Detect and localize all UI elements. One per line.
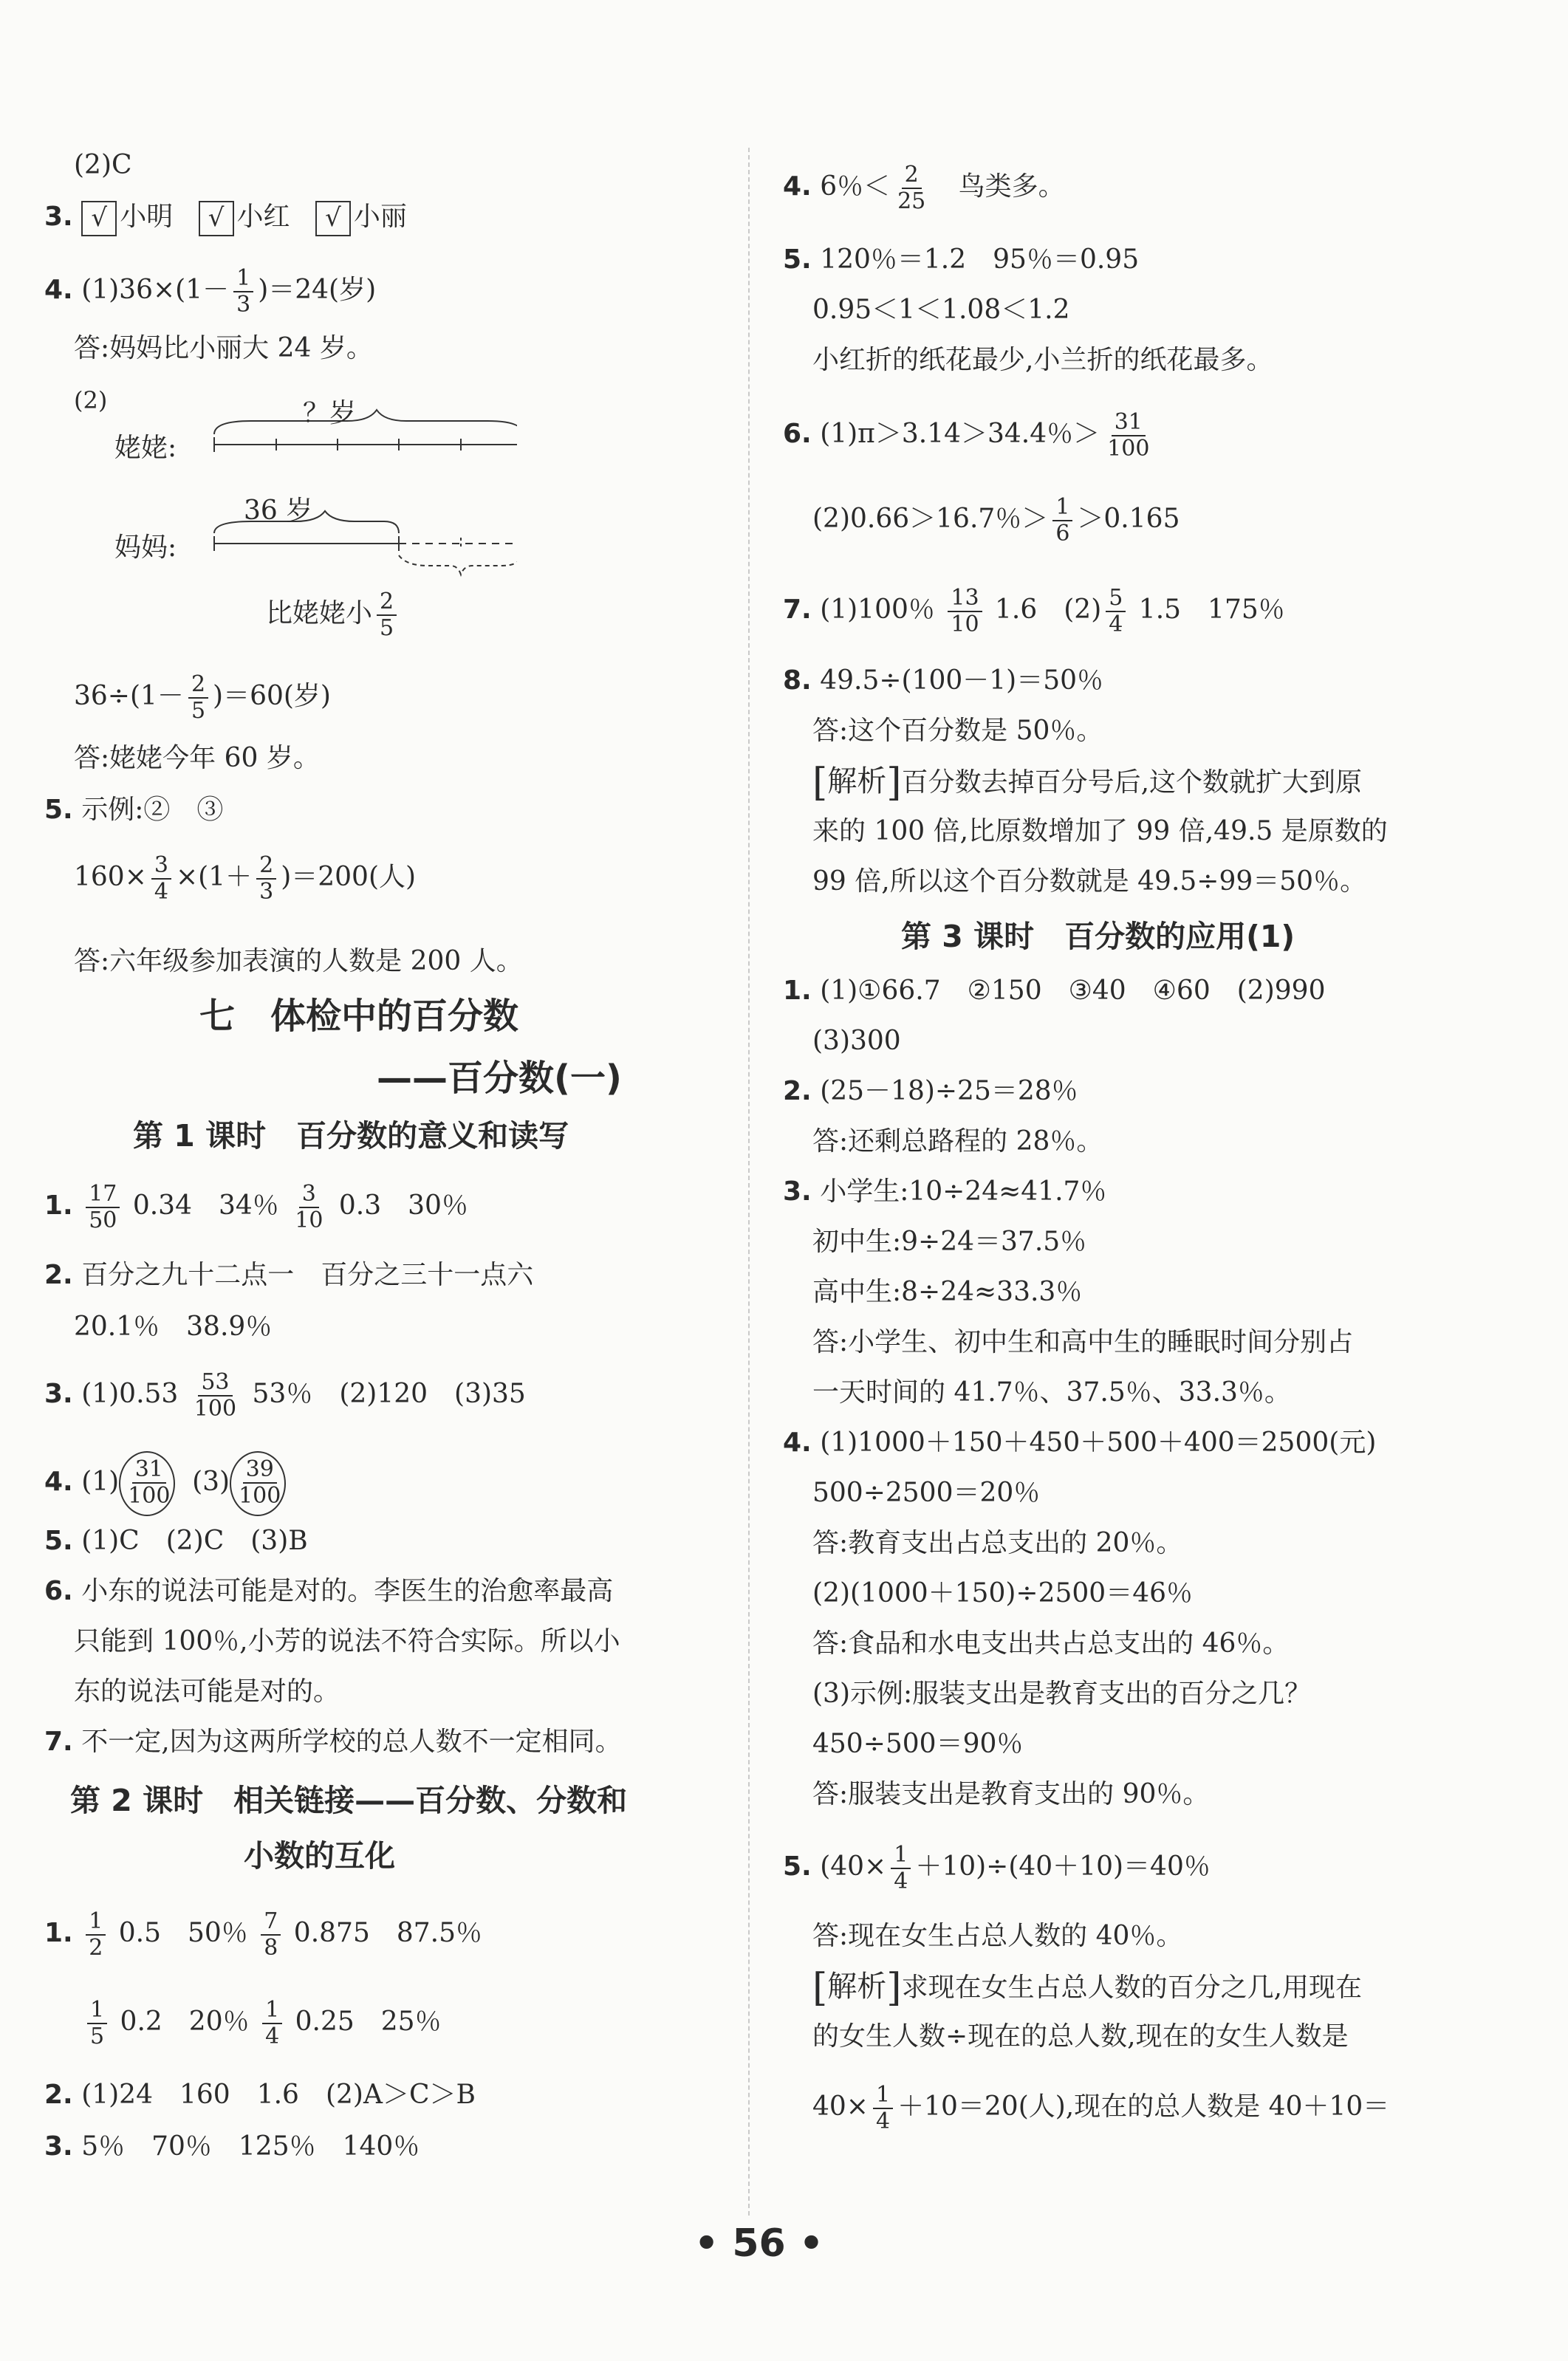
- expression: ＋10＝20(人),现在的总人数是 40＋10＝: [897, 2091, 1390, 2122]
- expression: ＞0.165: [1077, 504, 1180, 534]
- analysis-line: 的女生人数÷现在的总人数,现在的女生人数是: [812, 2021, 1349, 2052]
- numerator: 7: [261, 1909, 281, 1936]
- answer-values: 0.2 20％: [120, 2007, 250, 2037]
- question-number: 6.: [783, 419, 812, 449]
- question-4: [783, 162, 1065, 214]
- fraction: [873, 2083, 893, 2134]
- brace-bottom: [399, 555, 517, 575]
- lesson1-question-3: [44, 1370, 526, 1422]
- lesson-title-continued: 小数的互化: [244, 1838, 395, 1874]
- fraction: [87, 1998, 107, 2049]
- question-4: [44, 266, 376, 318]
- check-box: √: [315, 201, 351, 236]
- denominator: 4: [894, 1868, 908, 1894]
- page-number-value: 56: [732, 2221, 786, 2266]
- analysis-line: 99 倍,所以这个百分数就是 49.5÷99＝50％。: [812, 866, 1367, 897]
- denominator: 4: [1109, 611, 1123, 637]
- lesson2-question-3: [44, 2131, 420, 2163]
- analysis: [812, 1966, 1363, 2010]
- question-6: [783, 410, 1157, 462]
- denominator: 4: [875, 2108, 891, 2134]
- question-number: 4.: [783, 171, 812, 202]
- answer-values: 1.5 175％: [1138, 594, 1285, 625]
- question-number: 5.: [783, 244, 812, 275]
- fraction: [292, 1182, 326, 1233]
- fraction: [1106, 586, 1126, 637]
- answer-line: (3)示例:服装支出是教育支出的百分之几？: [812, 1679, 1312, 1709]
- question-number: 5.: [44, 795, 73, 825]
- answer-line: 450÷500＝90％: [812, 1729, 1024, 1759]
- question-number: 6.: [44, 1576, 73, 1606]
- question-number: 5.: [44, 1526, 73, 1556]
- question-text: 示例:② ③: [81, 795, 224, 825]
- numerator: 3: [299, 1182, 319, 1208]
- question-number: 3.: [783, 1176, 812, 1207]
- calculation: [74, 853, 416, 905]
- question-text: (1)C (2)C (3)B: [81, 1526, 308, 1556]
- page-number: • 56 •: [694, 2221, 824, 2266]
- analysis-text: 百分数去掉百分号后,这个数就扩大到原: [901, 767, 1363, 798]
- question-number: 2.: [783, 1076, 812, 1106]
- answer-line: 答:教育支出占总支出的 20％。: [812, 1528, 1183, 1558]
- analysis-label: 解析: [827, 1970, 887, 2004]
- expression: ×(1＋: [175, 862, 253, 892]
- answer-line: 小红折的纸花最少,小兰折的纸花最多。: [812, 345, 1273, 375]
- answer-line: 东的说法可能是对的。: [74, 1676, 340, 1707]
- unit-title: 七 体检中的百分数: [199, 996, 519, 1037]
- bracket-right: ]: [886, 1966, 902, 2010]
- fraction: [233, 266, 253, 318]
- lesson3-question-1: [783, 975, 1325, 1007]
- expression: (1)π＞3.14＞34.4％＞: [820, 419, 1100, 449]
- question-number: 3.: [44, 202, 73, 232]
- fraction: [894, 162, 928, 214]
- question-text: 5％ 70％ 125％ 140％: [81, 2131, 420, 2162]
- check-box: √: [199, 201, 234, 236]
- age-36-label: 36 岁: [244, 496, 313, 526]
- denominator: 8: [264, 1935, 278, 1961]
- numerator: 31: [1112, 410, 1146, 436]
- fraction: [948, 586, 982, 637]
- denominator: 6: [1055, 521, 1070, 546]
- numerator: 2: [902, 162, 922, 189]
- numerator: 17: [86, 1182, 120, 1208]
- lesson-title: 第 1 课时 百分数的意义和读写: [133, 1118, 569, 1154]
- numerator: 39: [243, 1457, 277, 1484]
- compare-text: 比姥姥小: [266, 598, 373, 628]
- answer-line: 答:姥姥今年 60 岁。: [74, 743, 320, 773]
- fraction: [151, 853, 171, 905]
- question-text: 小学生:10÷24≈41.7％: [820, 1176, 1107, 1207]
- question-text: 49.5÷(100－1)＝50％: [820, 665, 1104, 696]
- question-text: (1)①66.7 ②150 ③40 ④60 (2)990: [820, 976, 1326, 1006]
- denominator: 3: [259, 879, 274, 905]
- expression: 40×: [812, 2091, 869, 2122]
- denominator: 100: [1107, 436, 1150, 462]
- fraction: [236, 1457, 284, 1509]
- question-number: 4.: [44, 1467, 73, 1497]
- check-box: √: [81, 201, 117, 236]
- lesson1-question-7: [44, 1726, 622, 1758]
- numerator: 1: [86, 1909, 106, 1936]
- question-number: 1.: [44, 1190, 73, 1221]
- lesson-title: 第 3 课时 百分数的应用(1): [901, 919, 1295, 954]
- answer-line: 初中生:9÷24＝37.5％: [812, 1227, 1087, 1257]
- analysis-line: 来的 100 倍,比原数增加了 99 倍,49.5 是原数的: [812, 816, 1388, 846]
- expression: (40×: [820, 1851, 887, 1882]
- sub-question: (2): [74, 386, 108, 414]
- denominator: 4: [265, 2024, 280, 2049]
- answer-values: (1)0.53: [81, 1379, 179, 1409]
- lesson1-question-5: [44, 1525, 308, 1558]
- question-number: 4.: [783, 1428, 812, 1458]
- answer-line: (3)300: [812, 1026, 901, 1056]
- fraction: [891, 1843, 911, 1894]
- denominator: 25: [897, 188, 926, 214]
- answer-line: 0.95＜1＜1.08＜1.2: [812, 295, 1070, 325]
- compare-label: [266, 589, 401, 641]
- denominator: 100: [194, 1396, 237, 1422]
- fraction: [261, 1909, 281, 1961]
- fraction: [1104, 410, 1152, 462]
- fraction: [262, 1998, 282, 2049]
- question-number: 1.: [44, 1918, 73, 1948]
- expression: )＝60(岁): [213, 681, 331, 711]
- numerator: 1: [233, 266, 253, 292]
- question-number: 1.: [783, 976, 812, 1006]
- fraction: [1052, 495, 1072, 546]
- question-number: 3.: [44, 1379, 73, 1409]
- question-text: 百分之九十二点一 百分之三十一点六: [81, 1260, 534, 1290]
- question-text: 小东的说法可能是对的。李医生的治愈率最高: [81, 1576, 614, 1606]
- question-text: (1)24 160 1.6 (2)A＞C＞B: [81, 2080, 476, 2110]
- denominator: 10: [951, 611, 979, 637]
- expression: )＝24(岁): [258, 275, 377, 305]
- fraction: [256, 853, 276, 905]
- lesson2-question-1: [44, 1909, 482, 1961]
- question-number: 4.: [44, 275, 73, 305]
- brace-top: [214, 410, 517, 434]
- analysis-label: 解析: [827, 764, 887, 798]
- grandma-label: 姥姥:: [114, 433, 177, 463]
- answer-values: 0.25 25％: [295, 2007, 442, 2037]
- question-7: [783, 586, 1285, 637]
- answer-line: (2)C: [74, 150, 132, 180]
- numerator: 2: [188, 672, 208, 699]
- question-number: 8.: [783, 665, 812, 696]
- lesson3-question-2: [783, 1075, 1078, 1108]
- unit-subtitle: ——百分数(一): [377, 1058, 622, 1099]
- lesson1-question-2: [44, 1259, 533, 1292]
- denominator: 5: [90, 2024, 105, 2049]
- expression: 36÷(1－: [74, 681, 184, 711]
- answer-line: 答:还剩总路程的 28％。: [812, 1126, 1103, 1156]
- lesson1-question-6: [44, 1575, 613, 1608]
- lesson1-question-4: [44, 1451, 286, 1516]
- denominator: 10: [295, 1207, 323, 1233]
- sub-label: (1): [81, 1467, 120, 1497]
- answer-line: 答:食品和水电支出共占总支出的 46％。: [812, 1628, 1290, 1659]
- unknown-age-label: ？岁: [303, 398, 357, 428]
- expression: (1)36×(1－: [81, 275, 230, 305]
- numerator: 31: [132, 1457, 166, 1484]
- question-number: 3.: [44, 2131, 73, 2162]
- calculation: [74, 672, 331, 724]
- question-5: [783, 244, 1139, 276]
- expression: ＋10)÷(40＋10)＝40％: [915, 1851, 1211, 1882]
- numerator: 53: [198, 1370, 232, 1397]
- circled-fraction: [119, 1451, 175, 1516]
- denominator: 4: [154, 879, 168, 905]
- option-label: 小明: [120, 202, 174, 232]
- question-8: [783, 665, 1103, 697]
- option-label: 小红: [236, 202, 290, 232]
- lesson3-question-4: [783, 1427, 1376, 1459]
- numerator: 2: [256, 853, 276, 880]
- answer-line: 答:小学生、初中生和高中生的睡眠时间分别占: [812, 1327, 1354, 1357]
- lesson1-question-1: [44, 1182, 468, 1233]
- circled-fraction: [230, 1451, 286, 1516]
- fraction: [377, 589, 397, 641]
- question-3: [44, 201, 407, 236]
- question-number: 2.: [44, 2080, 73, 2110]
- mother-label: 妈妈:: [114, 532, 177, 563]
- question-number: 7.: [44, 1727, 73, 1757]
- answer-values: 53％ (2)120 (3)35: [252, 1379, 526, 1409]
- answer-line: 答:服装支出是教育支出的 90％。: [812, 1779, 1210, 1809]
- analysis: [812, 761, 1363, 805]
- numerator: 13: [948, 586, 982, 612]
- option-label: 小丽: [353, 202, 407, 232]
- denominator: 2: [89, 1935, 103, 1961]
- lesson2-question-2: [44, 2079, 476, 2111]
- numerator: 2: [377, 589, 397, 616]
- answer-line: 20.1％ 38.9％: [74, 1312, 273, 1342]
- lesson2-question-1-row2: [83, 1998, 442, 2049]
- question-number: 7.: [783, 594, 812, 625]
- answer-line: 一天时间的 41.7％、37.5％、33.3％。: [812, 1377, 1291, 1408]
- answer-text: 鸟类多。: [958, 171, 1065, 202]
- expression: )＝200(人): [281, 862, 417, 892]
- answer-values: 1.6 (2): [995, 594, 1102, 625]
- question-text: (25－18)÷25＝28％: [820, 1076, 1078, 1106]
- answer-line: 答:现在女生占总人数的 40％。: [812, 1921, 1183, 1951]
- bracket-left: [: [812, 761, 828, 805]
- denominator: 5: [191, 698, 206, 724]
- answer-values: 0.34 34％: [132, 1190, 279, 1221]
- question-5: [44, 794, 223, 826]
- bracket-right: ]: [886, 761, 902, 805]
- analysis-line: [812, 2083, 1389, 2134]
- question-number: 2.: [44, 1260, 73, 1290]
- fraction: [86, 1182, 120, 1233]
- answer-line: 500÷2500＝20％: [812, 1478, 1041, 1508]
- column-divider: [748, 148, 750, 2216]
- denominator: 3: [236, 292, 251, 318]
- answer-line: 答:妈妈比小丽大 24 岁。: [74, 333, 373, 363]
- lesson3-question-5: [783, 1843, 1211, 1894]
- expression: 160×: [74, 862, 147, 892]
- denominator: 50: [89, 1207, 117, 1233]
- lesson-title: 第 2 课时 相关链接——百分数、分数和: [70, 1783, 628, 1818]
- question-text: 120％＝1.2 95％＝0.95: [820, 244, 1140, 275]
- fraction: [188, 672, 208, 724]
- numerator: 3: [151, 853, 171, 880]
- numerator: 1: [262, 1998, 282, 2024]
- answer-values: (1)100％: [820, 594, 935, 625]
- fraction: [191, 1370, 239, 1422]
- expression: (2)0.66＞16.7％＞: [812, 504, 1049, 534]
- answer-line: 答:六年级参加表演的人数是 200 人。: [74, 946, 523, 976]
- fraction: [125, 1457, 173, 1509]
- denominator: 5: [380, 615, 394, 641]
- lesson3-question-3: [783, 1176, 1106, 1208]
- numerator: 1: [891, 1843, 911, 1869]
- answer-values: 0.3 30％: [338, 1190, 468, 1221]
- question-text: (1)1000＋150＋450＋500＋400＝2500(元): [820, 1428, 1377, 1458]
- fraction: [86, 1909, 106, 1961]
- answer-line: 高中生:8÷24≈33.3％: [812, 1277, 1083, 1307]
- answer-line: (2)(1000＋150)÷2500＝46％: [812, 1578, 1194, 1608]
- question-number: 5.: [783, 1851, 812, 1882]
- answer-values: 0.5 50％: [118, 1918, 248, 1948]
- denominator: 100: [239, 1483, 281, 1509]
- numerator: 1: [1052, 495, 1072, 521]
- bracket-left: [: [812, 1966, 828, 2010]
- sub-label: (3): [192, 1467, 230, 1497]
- expression: 6％＜: [820, 171, 891, 202]
- numerator: 5: [1106, 586, 1126, 612]
- answer-values: 0.875 87.5％: [293, 1918, 483, 1948]
- answer-line: 答:这个百分数是 50％。: [812, 716, 1103, 746]
- numerator: 1: [873, 2083, 893, 2109]
- analysis-text: 求现在女生占总人数的百分之几,用现在: [901, 1973, 1363, 2003]
- answer-line: 只能到 100％,小芳的说法不符合实际。所以小: [74, 1626, 620, 1656]
- question-6-part2: [812, 495, 1180, 546]
- numerator: 1: [87, 1998, 107, 2024]
- question-text: 不一定,因为这两所学校的总人数不一定相同。: [81, 1727, 622, 1757]
- denominator: 100: [128, 1483, 171, 1509]
